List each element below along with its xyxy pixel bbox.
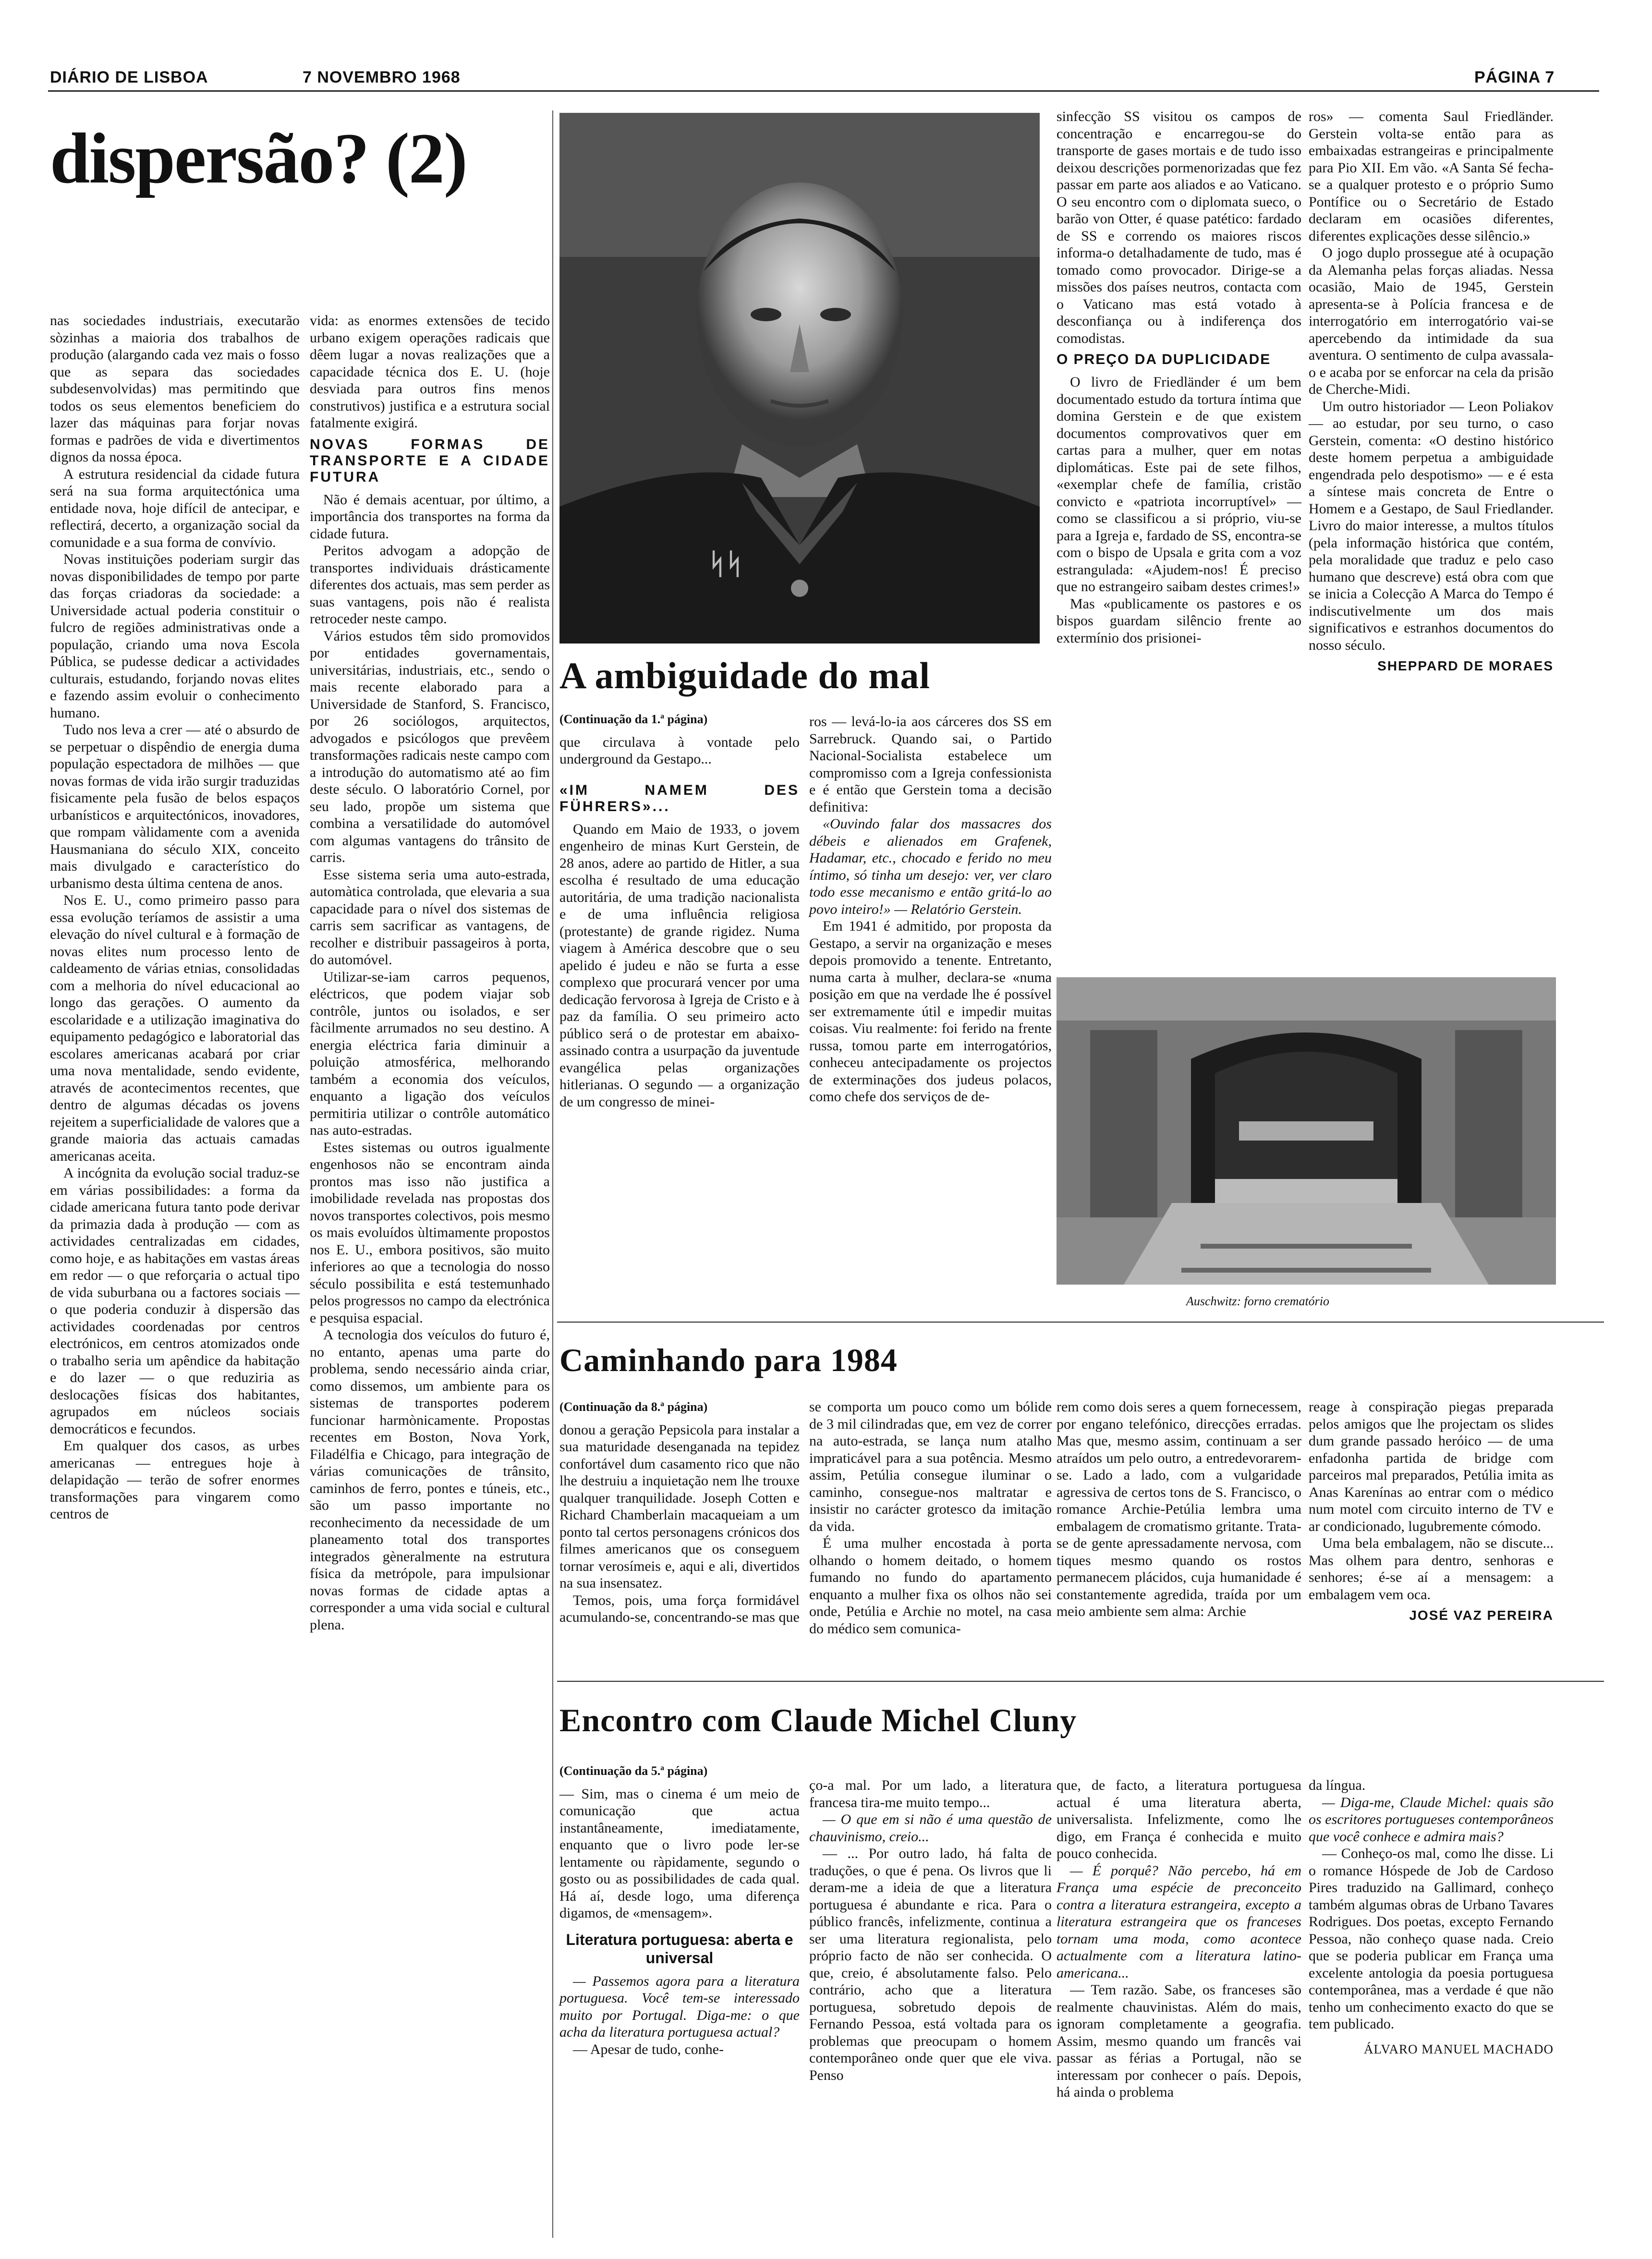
paragraph: O jogo duplo prossegue até à ocupação da Alemanha pelas forças aliadas. Nessa ocasião, Maio de 1945, Gerstein apresenta-se à Polícia francesa e de interrogatório em interrogatório vai-se apercebendo da intimidade da sua aventura. O sentimento de culpa avassala-o e acaba por se enforcar na cela da prisão de Cherche-Midi.	[1309, 245, 1554, 397]
paragraph: da língua.	[1309, 1777, 1366, 1793]
caminhando-col-2	[809, 1398, 1052, 1637]
interview-question: — O que em si não é uma questão de chauvinismo, creio...	[809, 1811, 1052, 1845]
paragraph: — Sim, mas o cinema é um meio de comunicação que actua instantâneamente, imediatamente, enquanto que o livro pode ler-se lentamente ou ràpidamente, segundo o gosto ou as possibilidades de cada qual. Há aí, desde logo, uma diferença digamos, de «mensagem».	[559, 1785, 800, 1921]
issue-date: 7 NOVEMBRO 1968	[303, 68, 461, 86]
continuation-note: (Continuação da 5.ª página)	[559, 1764, 708, 1778]
encontro-title: Encontro com Claude Michel Cluny	[559, 1702, 1077, 1738]
crematorium-photo	[1057, 977, 1556, 1285]
paragraph: Tudo nos leva a crer — até o absurdo de se perpetuar o dispêndio de energia duma população espectadora de milhões — que novas formas de vida irão surgir traduzidas fisicamente pela fusão de belos espaços urbanísticos e arquitectónicos, inovadores, que rompam vàlidamente com a avenida Hausmaniana do século XIX, conceito mais divulgado e característico do urbanismo desta última centena de anos.	[50, 722, 300, 891]
quotation: «Ouvindo falar dos massacres dos débeis e alienados em Grafenek, Hadamar, etc., chocado e ferido no meu íntimo, só tinha um desejo: ver, ver claro todo esse mecanismo e então gritá-lo ao povo inteiro!» — Relatório Gerstein.	[809, 816, 1052, 917]
section-subheading: NOVAS FORMAS DE TRANSPORTE E A CIDADE FUTURA	[310, 436, 550, 485]
paragraph: nas sociedades industriais, executarão sòzinhas a maioria dos trabalhos de produção (alargando cada vez mais o fosso que as separa das sociedades subdesenvolvidas) mas permitindo que todos os seus elementos beneficiem do lazer das máquinas para forjar novas formas e padrões de vida e divertimentos dignos da nossa época.	[50, 313, 300, 465]
paragraph: O livro de Friedländer é um bem documentado estudo da tortura íntima que domina Gerstein e de que existem documentos comprovativos quer em cartas para a mulher, quer em notas diplomáticas. Este pai de sete filhos, «exemplar chefe de família, cristão convicto e «patriota incorruptível» — como se classificou a si próprio, viu-se para a Igreja e, fardado de SS, encontra-se com o bispo de Upsala e grita com a voz estrangulada: «Ajudem-nos! É preciso que no estrangeiro saibam destes crimes!»	[1057, 374, 1301, 595]
continuation-note: (Continuação da 1.ª página)	[559, 712, 708, 726]
ambiguidade-col-4	[1309, 108, 1554, 675]
paragraph: Novas instituições poderiam surgir das novas disponibilidades de tempo por parte das forças criadoras da sociedade: a Universidade actual poderia constituir o fulcro de regiões administrativas onde a população, criando uma nova Escola Pública, se pudesse dedicar a actividades culturais, estudando, forjando novas elites e fazendo assim evoluir o conhecimento humano.	[50, 551, 300, 721]
paragraph: A estrutura residencial da cidade futura será na sua forma arquitectónica uma entidade nova, hoje difícil de antecipar, e reflectirá, decerto, a organização social da comunidade e a sua forma de convívio.	[50, 466, 300, 550]
paragraph: Peritos advogam a adopção de transportes individuais drásticamente diferentes dos actuais, mas sem perder as suas vantagens, pois não é realista retroceder neste campo.	[310, 543, 550, 627]
paragraph: É uma mulher encostada à porta olhando o homem deitado, o homem fumando no fundo do apartamento enquanto a mulher fixa os olhos não sei onde, Petúlia e Archie no motel, na casa do médico sem comunica-	[809, 1535, 1052, 1637]
paragraph: que, de facto, a literatura portuguesa actual é uma literatura aberta, universalista. Infelizmente, como lhe digo, em França é conhecida e muito pouco conhecida.	[1057, 1777, 1301, 1861]
paragraph: ros» — comenta Saul Friedländer. Gerstein volta-se então para as embaixadas estrangeiras e principalmente para Pio XII. Em vão. «A Santa Sé fecha-se a qualquer protesto e o próprio Sumo Pontífice ou o Secretário de Estado declaram em ocasiões diferentes, diferentes explicações desse silêncio.»	[1309, 109, 1554, 244]
ambiguidade-col-3	[1057, 108, 1301, 646]
column-divider	[552, 110, 553, 2238]
paragraph: Vários estudos têm sido promovidos por entidades governamentais, universitárias, industriais, etc., sendo o mais recente elaborado para a Universidade de Stanford, S. Francisco, por 26 sociólogos, arquitectos, advogados e psicólogos que prevêem transformações radicais neste campo com a introdução do automatismo até ao fim deste século. O laboratório Cornel, por seu lado, propõe um sistema que combina a versatilidade do automóvel com algumas vantagens do trânsito de carris.	[310, 628, 550, 865]
caminhando-col-1	[559, 1398, 800, 1626]
dispersao-title: dispersão? (2)	[50, 119, 467, 198]
paragraph: se comporta um pouco como um bólide de 3 mil cilindradas que, em vez de correr na auto-estrada, se lança num atalho impraticável para a sua potência. Mesmo assim, Petúlia consegue iluminar o caminho, consegue-nos maltratar e insistir no carácter grotesco da imitação da vida.	[809, 1399, 1052, 1534]
continuation-note: (Continuação da 8.ª página)	[559, 1400, 708, 1414]
paragraph: A tecnologia dos veículos do futuro é, no entanto, apenas uma parte do problema, sendo necessário ainda criar, como dissemos, um ambiente para os sistemas de transportes poderem funcionar harmònicamente. Propostas recentes em Boston, Nova York, Filadélfia e Chicago, para integração de várias comunicações de trânsito, caminhos de ferro, pontes e túneis, etc., são um passo importante no reconhecimento da necessidade de um planeamento total dos transportes integrados gèneralmente na estrutura física da metrópole, para impulsionar novas formas de cidade aptas a corresponder a uma vida social e cultural plena.	[310, 1327, 550, 1633]
paragraph: vida: as enormes extensões de tecido urbano exigem operações radicais que dêem lugar a novas realizações que a capacidade técnica dos E. U. (hoje desviada para outros fins menos construtivos) justifica e a estrutura social fatalmente exigirá.	[310, 313, 550, 431]
paragraph: Nos E. U., como primeiro passo para essa evolução teríamos de assistir a uma elevação do nível cultural e à formação de novas elites num processo lento de caldeamento de várias etnias, consolidadas com a melhoria do nível educacional ao longo das gerações. O aumento da escolaridade e a utilização imaginativa do equipamento pedagógico e laboratorial das escolares americanas acabará por criar uma nova mentalidade, sendo evidente, através de acontecimentos recentes, que dentro de algumas décadas os jovens rejeitem a superficialidade de valores que a grande maioria das actuais camadas americanas aceita.	[50, 892, 300, 1164]
paragraph: — ... Por outro lado, há falta de traduções, o que é pena. Os livros que li deram-me a ideia de que a literatura portuguesa é abundante e rica. Para o público francês, infelizmente, continua a ser uma literatura regionalista, pelo próprio facto de não ser conhecida. O que, creio, é absolutamente falso. Pelo contrário, acho que a literatura portuguesa, sobretudo depois de Fernando Pessoa, está voltada para os problemas que preocupam o homem contemporâneo onde quer que ele viva. Penso	[809, 1846, 1052, 2083]
portrait-photo	[559, 113, 1040, 644]
encontro-col-2	[809, 1777, 1052, 2084]
paragraph: Uma bela embalagem, não se discute... Mas olhem para dentro, senhoras e senhores; é-se aí a mensagem: a embalagem vem oca.	[1309, 1535, 1554, 1603]
interview-question: — Passemos agora para a literatura portuguesa. Você tem-se interessado muito por Portugal. Diga-me: o que acha da literatura portuguesa actual?	[559, 1973, 800, 2040]
section-subheading: Literatura portuguesa: aberta e universal	[566, 1931, 793, 1967]
interview-question: — É porquê? Não percebo, há em França uma espécie de preconceito contra a literatura estrangeira, excepto a literatura estrangeira que os franceses tornam uma moda, como acontece actualmente com a literatura latino-americana...	[1057, 1862, 1301, 1981]
paragraph: sinfecção SS visitou os campos de concentração e encarregou-se do transporte de gases mortais e de tudo isso deixou descrições pormenorizadas que fez passar em parte aos aliados e ao Vaticano. O seu encontro com o diplomata sueco, o barão von Otter, é quase patético: fardado de SS e correndo os maiores riscos informa-o detalhadamente de tudo, mas é tomado como provocador. Dirige-se a missões dos países neutros, contacta com o Vaticano mas está votado à desconfiança ou à indiferença dos comodistas.	[1057, 109, 1301, 346]
paragraph: Quando em Maio de 1933, o jovem engenheiro de minas Kurt Gerstein, de 28 anos, adere ao partido de Hitler, a sua escolha é resultado de uma educação autoritária, de uma tradição nacionalista e de uma influência religiosa (protestante) de grande rigidez. Numa viagem à América descobre que o seu apelido é judeu e não se furta a esse complexo que procurará vencer por uma dedicação fervorosa à Igreja de Cristo e à paz da família. O seu primeiro acto público será o de protestar em abaixo-assinado contra a usurpação da juventude evangélica pelas organizações hitlerianas. O segundo — a organização de um congresso de minei-	[559, 821, 800, 1110]
interview-question: — Diga-me, Claude Michel: quais são os escritores portugueses contemporâneos que você conhece e admira mais?	[1309, 1794, 1554, 1845]
paragraph: Esse sistema seria uma auto-estrada, automàtica controlada, que elevaria a sua capacidade para o nível dos sistemas de carris sem sacrificar as vantagens, de recolher e distribuir passageiros à porta, do automóvel.	[310, 866, 550, 968]
svg-text:ᛋᛋ: ᛋᛋ	[708, 547, 743, 581]
newspaper-name: DIÁRIO DE LISBOA	[50, 68, 208, 86]
author-signature: ÁLVARO MANUEL MACHADO	[1363, 2041, 1554, 2056]
caminhando-title: Caminhando para 1984	[559, 1342, 898, 1378]
paragraph: ço-a mal. Por um lado, a literatura francesa tira-me muito tempo...	[809, 1777, 1052, 1810]
paragraph: Em qualquer dos casos, as urbes americanas — entregues hoje à delapidação — terão de sofrer enormes transformações para vingarem como centros de	[50, 1438, 300, 1522]
ambiguidade-col-2	[809, 713, 1052, 1105]
encontro-col-3	[1057, 1777, 1301, 2101]
caminhando-col-3	[1057, 1398, 1301, 1620]
section-rule	[557, 1322, 1604, 1323]
caminhando-col-4	[1309, 1398, 1554, 1624]
paragraph: que circulava à vontade pelo underground da Gestapo...	[559, 734, 800, 767]
section-subheading: «IM NAMEM DES FÜHRERS»...	[559, 782, 800, 814]
paragraph: — Conheço-os mal, como lhe disse. Li o romance Hóspede de Job de Cardoso Pires traduzido na Gallimard, conheço também algumas obras de Urbano Tavares Rodrigues. Dos poetas, excepto Fernando Pessoa, não conheço quase nada. Creio que se poderia publicar em França uma excelente antologia da poesia portuguesa contemporânea, mas a verdade é que não tenho um conhecimento exacto do que se tem publicado.	[1309, 1846, 1554, 2032]
section-subheading: O PREÇO DA DUPLICIDADE	[1057, 352, 1271, 367]
paragraph: Estes sistemas ou outros igualmente engenhosos não se encontram ainda prontos mas isso não justifica a imobilidade revelada nas propostas dos novos transportes colectivos, pois mesmo os mais evoluídos ùltimamente propostos nos E. U., embora positivos, são muito inferiores ao que a tecnologia do nosso século possibilita e está testemunhado pelos progressos no campo da electrónica e pesquisa espacial.	[310, 1139, 550, 1326]
paragraph: Não é demais acentuar, por último, a importância dos transportes na forma da cidade futura.	[310, 491, 550, 542]
paragraph: donou a geração Pepsicola para instalar a sua maturidade desenganada na tepidez confortável dum casamento rico que não lhe destruiu a inquietação nem lhe trouxe qualquer tranquilidade. Joseph Cotten e Richard Chamberlain macaqueiam a um ponto tal certos personagens crónicos dos filmes americanos que os conseguem tornar verosímeis e, aqui e ali, divertidos na sua insensatez.	[559, 1421, 800, 1591]
paragraph: ros — levá-lo-ia aos cárceres dos SS em Sarrebruck. Quando sai, o Partido Nacional-Socialista estabelece um compromisso com a Igreja confessionista e é então que Gerstein toma a decisão definitiva:	[809, 714, 1052, 815]
paragraph: Mas «publicamente os pastores e os bispos guardam silêncio frente ao extermínio dos prisionei-	[1057, 595, 1301, 646]
dispersao-col-1	[50, 312, 300, 1523]
encontro-col-4	[1309, 1777, 1554, 2057]
paragraph: Um outro historiador — Leon Poliakov — ao estudar, por seu turno, o caso Gerstein, comenta: «O destino histórico deste homem perpetua a ambiguidade engendrada pelo despotismo» — e é esta a síntese mais concreta de Entre o Homem e a Gestapo, de Saul Friedlander. Livro do maior interesse, a multos títulos (pela informação histórica que contém, pela moralidade que traduz e pelo caso humano que descreve) está obra com que se inicia a Colecção A Marca do Tempo é indiscutivelmente um dos mais significativos e estranhos documentos do nosso século.	[1309, 398, 1554, 653]
photo-caption: Auschwitz: forno crematório	[1186, 1294, 1330, 1308]
paragraph: reage à conspiração piegas preparada pelos amigos que lhe projectam os slides dum grande passado heróico — de uma enfadonha partida de bridge com parceiros mal preparados, Petúlia imita as Anas Karenínas ao entrar com o médico num motel com circuito interno de TV e ar condicionado, lugubremente cómodo.	[1309, 1399, 1554, 1534]
paragraph: Utilizar-se-iam carros pequenos, eléctricos, que podem viajar sob contrôle, juntos ou isolados, e ser fàcilmente arrumados no seu destino. A energia eléctrica faria diminuir a poluição atmosférica, melhorando também a economia dos veículos, enquanto a ligação dos veículos permitiria utilizar o contrôle automático nas auto-estradas.	[310, 969, 550, 1138]
crematorium-illustration	[1057, 977, 1556, 1285]
page-number: PÁGINA 7	[1474, 68, 1555, 86]
masthead-rule	[48, 90, 1599, 92]
encontro-col-1	[559, 1762, 800, 2058]
dispersao-col-2	[310, 312, 550, 1633]
section-rule	[557, 1681, 1604, 1682]
paragraph: A incógnita da evolução social traduz-se em várias possibilidades: a forma da cidade americana futura tanto pode derivar da primazia dada à produção — com as actividades centralizadas em cidades, como hoje, e as habitações em vastas áreas em redor — o que reforçaria o actual tipo de vida suburbana ou a factores sociais — o que poderia conduzir à dispersão das actividades coordenadas por centros electrónicos, em centros atomizados onde o trabalho seria um apêndice da habitação e do lazer — o que reduziria as deslocações físicas dos habitantes, agrupados em núcleos sociais democráticos e fecundos.	[50, 1165, 300, 1437]
ambiguidade-title: A ambiguidade do mal	[559, 655, 931, 696]
paragraph: Temos, pois, uma força formidável acumulando-se, concentrando-se mas que	[559, 1592, 800, 1625]
paragraph: rem como dois seres a quem fornecessem, por engano telefónico, direcções erradas. Mas que, mesmo assim, continuam a ser atraídos um pelo outro, a entredevorarem-se. Lado a lado, com a vulgaridade agressiva de certos tons de S. Francisco, o romance Archie-Petúlia lembra uma embalagem de cromatismo gritante. Trata-se de gente apressadamente nervosa, com tiques mesmo quando os rostos permanecem plácidos, cuja humanidade é constantemente agredida, traída por um meio ambiente sem alma: Archie	[1057, 1399, 1301, 1619]
ambiguidade-col-1	[559, 711, 800, 1110]
paragraph: — Apesar de tudo, conhe-	[573, 2041, 724, 2057]
paragraph: — Tem razão. Sabe, os franceses são realmente chauvinistas. Além do mais, ignoram completamente a geografia. Assim, mesmo quando um francês vai passar as férias a Portugal, não se interessam por conhecer o país. Depois, há ainda o problema	[1057, 1982, 1301, 2100]
author-signature: JOSÉ VAZ PEREIRA	[1409, 1608, 1554, 1623]
portrait-illustration	[559, 113, 1040, 644]
author-signature: SHEPPARD DE MORAES	[1377, 658, 1554, 673]
paragraph: Em 1941 é admitido, por proposta da Gestapo, a servir na organização e meses depois promovido a tenente. Entretanto, numa carta à mulher, declara-se «numa posição em que na verdade lhe é possível ser extremamente útil e impedir muitas coisas. Viu realmente: foi ferido na frente russa, tomou parte em interrogatórios, conheceu antecipadamente os projectos de exterminações dos judeus polacos, como chefe dos serviços de de-	[809, 918, 1052, 1105]
